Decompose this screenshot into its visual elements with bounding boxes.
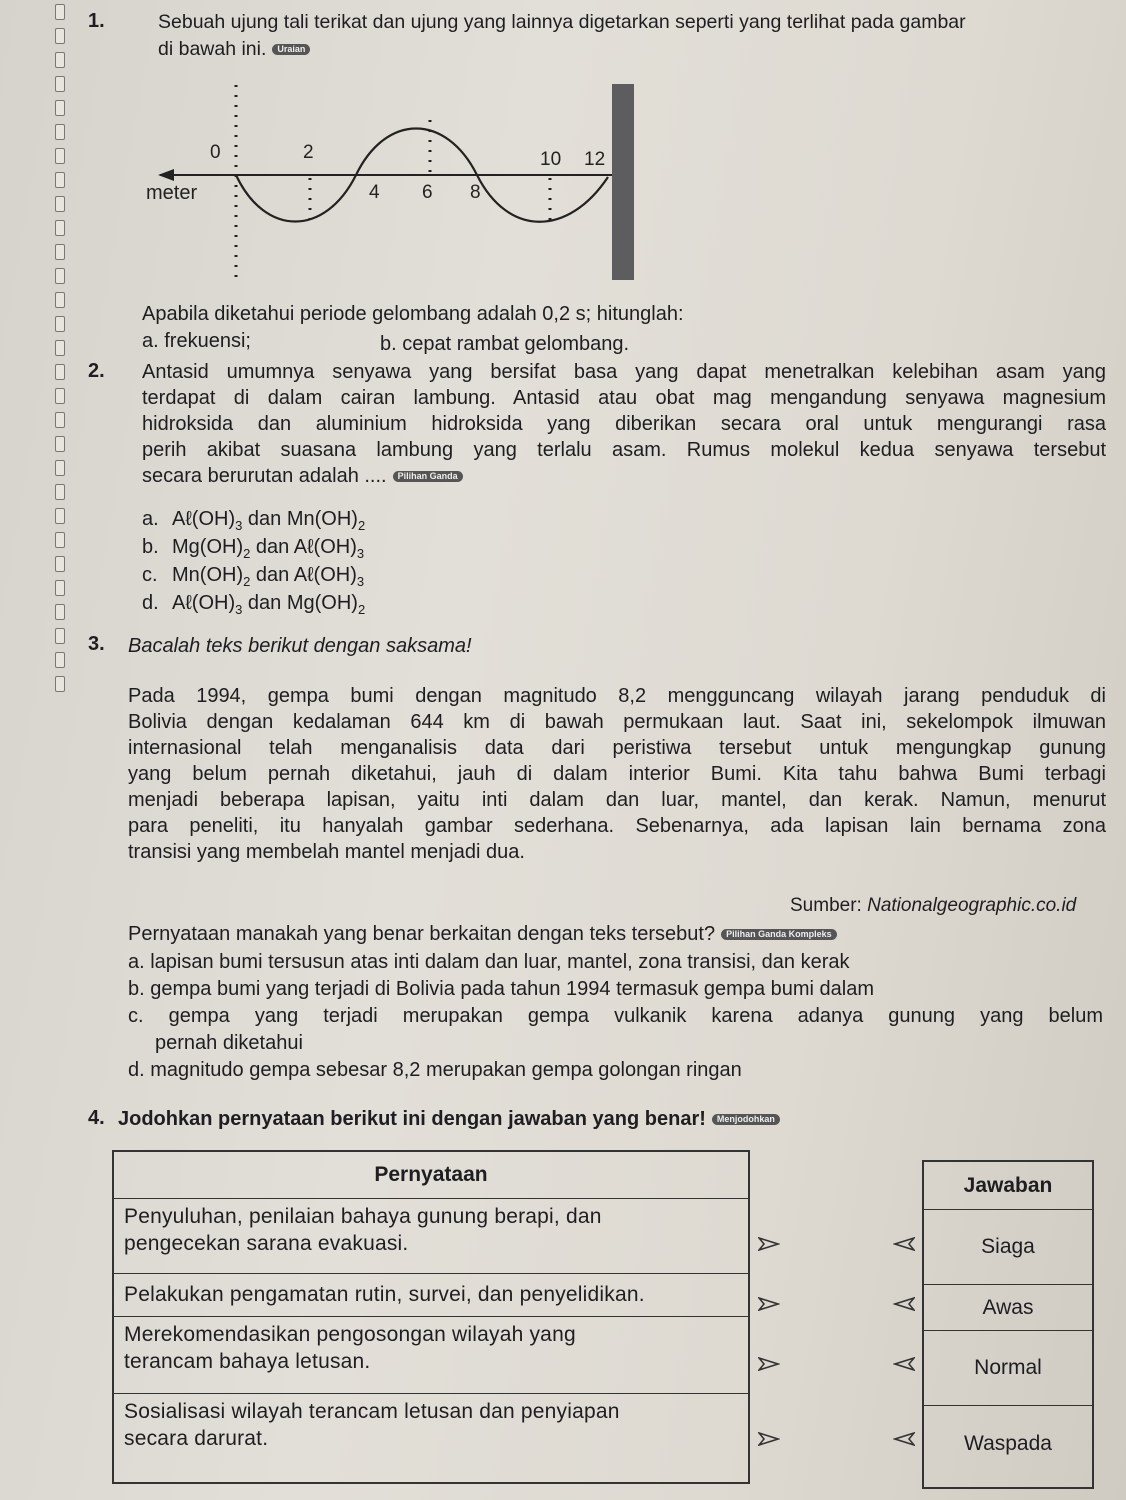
q1-text-line1: Sebuah ujung tali terikat dan ujung yang lainnya digetarkan seperti yang terlihat pada gambar [158,11,966,33]
q2-option-b-label: b. [142,536,159,558]
statement-row-1 [114,1199,748,1274]
q2-option-a-second: Mn(OH) [286,508,358,530]
binding-hole [55,292,65,308]
q1-option-a: a. frekuensi; [142,330,251,352]
statement-header: Pernyataan [114,1152,748,1199]
q2-option-b-first-sub: 2 [243,546,251,561]
q3-option-a: a. lapisan bumi tersusun atas inti dalam dan luar, mantel, zona transisi, dan kerak [128,951,850,973]
answer-3-arrow-icon[interactable] [893,1357,915,1371]
q2-option-a-label: a. [142,508,159,530]
label-0: 0 [210,142,221,163]
q2-line-2: terdapat di dalam cairan lambung. Antasid atau obat mag mengandung senyawa magnesium [142,387,1106,409]
q3-passage-5: menjadi beberapa lapisan, yaitu inti dalam dan luar, mantel, dan kerak. Namun, menurut [128,789,1106,811]
q4-instruction [118,1107,780,1133]
statement-table [112,1150,750,1484]
binding-hole [55,316,65,332]
answer-siaga[interactable]: Siaga [924,1210,1092,1285]
binding-hole [55,388,65,404]
q3-question [128,922,837,948]
q3-source-prefix: Sumber: [790,895,868,916]
q2-option-a[interactable] [142,508,365,533]
wall [612,84,634,280]
binding-hole [55,172,65,188]
binding-hole [55,412,65,428]
q1-option-b: b. cepat rambat gelombang. [380,333,630,355]
answer-1-arrow-icon[interactable] [893,1237,915,1251]
label-4: 4 [369,182,380,203]
q2-line-5 [142,464,463,490]
statement-3-line-2: terancam bahaya letusan. [124,1350,371,1373]
binding-hole [55,604,65,620]
q2-number: 2. [88,360,105,382]
q2-option-d-second-sub: 2 [357,602,366,617]
statement-4-line-1: Sosialisasi wilayah terancam letusan dan penyiapan [124,1400,620,1423]
answer-awas[interactable]: Awas [924,1285,1092,1331]
label-2: 2 [303,142,314,163]
binding-hole [55,580,65,596]
q2-option-b-second-sub: 3 [356,546,365,561]
statement-3-line-1: Merekomendasikan pengosongan wilayah yang [124,1323,576,1346]
q2-option-d-first-sub: 3 [235,602,243,617]
statement-2-line-1: Pelakukan pengamatan rutin, survei, dan penyelidikan. [124,1283,645,1306]
q2-option-b-mid: dan [250,536,294,558]
binding-hole [55,28,65,44]
q3-number: 3. [88,633,105,655]
q3-question-text: Pernyataan manakah yang benar berkaitan dengan teks tersebut? [128,923,716,945]
q1-line2-text: di bawah ini. [158,38,267,60]
answer-normal[interactable]: Normal [924,1331,1092,1406]
q3-source-name: Nationalgeographic.co.id [867,895,1077,916]
q2-option-b-second: Aℓ(OH) [293,536,357,558]
q1-prompt: Apabila diketahui periode gelombang adalah 0,2 s; hitunglah: [142,303,684,325]
q1-type-tag: Uraian [272,44,310,55]
q2-option-d-label: d. [142,592,159,614]
binding-hole [55,52,65,68]
statement-row-4 [114,1394,748,1468]
q2-option-c-mid: dan [250,564,294,586]
binding-hole [55,556,65,572]
statement-4-arrow-icon[interactable] [758,1432,780,1446]
binding-hole [55,532,65,548]
q3-instruction: Bacalah teks berikut dengan saksama! [128,635,472,657]
q3-option-c-cont: pernah diketahui [155,1032,303,1054]
q3-option-b: b. gempa bumi yang terjadi di Bolivia pada tahun 1994 termasuk gempa bumi dalam [128,978,874,1000]
binding-hole [55,652,65,668]
q2-option-a-second-sub: 2 [357,518,366,533]
binding-hole [55,268,65,284]
answer-4-arrow-icon[interactable] [893,1432,915,1446]
q2-option-d[interactable] [142,592,365,617]
q3-passage-3: internasional telah menganalisis data dari peristiwa tersebut untuk mengungkap gunung [128,737,1106,759]
binding-hole [55,220,65,236]
q2-option-c-second: Aℓ(OH) [293,564,357,586]
statement-row-2 [114,1274,748,1317]
binding-hole [55,484,65,500]
q3-option-c: c. gempa yang terjadi merupakan gempa vulkanik karena adanya gunung yang belum [128,1005,1103,1027]
axis-label-meter: meter [146,182,198,204]
q2-option-d-mid: dan [242,592,287,614]
q2-line-4: perih akibat suasana lambung yang terlalu asam. Rumus molekul kedua senyawa tersebut [142,439,1106,461]
q2-option-c-label: c. [142,564,158,586]
binding-hole [55,124,65,140]
label-6: 6 [422,182,433,203]
statement-2-arrow-icon[interactable] [758,1297,780,1311]
binding-hole [55,244,65,260]
q2-option-d-first: Aℓ(OH) [172,592,236,614]
binding-hole [55,76,65,92]
statement-3-arrow-icon[interactable] [758,1357,780,1371]
q3-passage-1: Pada 1994, gempa bumi dengan magnitudo 8,2 mengguncang wilayah jarang penduduk di [128,685,1106,707]
statement-row-3 [114,1317,748,1394]
binding-hole [55,340,65,356]
q1-text-line2 [158,37,310,63]
answer-2-arrow-icon[interactable] [893,1297,915,1311]
q3-passage-7: transisi yang membelah mantel menjadi dua. [128,841,525,863]
binding-hole [55,364,65,380]
answer-header: Jawaban [924,1162,1092,1210]
q2-line-1: Antasid umumnya senyawa yang bersifat basa yang dapat menetralkan kelebihan asam yang [142,361,1106,383]
q3-source [790,893,1076,919]
binding-hole [55,100,65,116]
statement-4-line-2: secara darurat. [124,1427,269,1450]
q4-type-tag: Menjodohkan [712,1114,780,1125]
q3-type-tag: Pilihan Ganda Kompleks [721,929,837,940]
q2-option-b-first: Mg(OH) [172,536,244,558]
binding-hole [55,508,65,524]
label-8: 8 [470,182,481,203]
q2-option-c[interactable] [142,564,364,589]
axis-arrowhead [158,169,174,181]
binding-hole [55,436,65,452]
statement-1-line-1: Penyuluhan, penilaian bahaya gunung berapi, dan [124,1205,602,1228]
q4-instruction-text: Jodohkan pernyataan berikut ini dengan jawaban yang benar! [118,1108,706,1130]
binding-hole [55,460,65,476]
q2-option-c-second-sub: 3 [356,574,365,589]
binding-hole [55,628,65,644]
statement-1-line-2: pengecekan sarana evakuasi. [124,1232,409,1255]
label-10: 10 [540,149,562,170]
q2-option-d-second: Mg(OH) [286,592,358,614]
binding-hole [55,676,65,692]
binding-hole [55,148,65,164]
q3-option-d: d. magnitudo gempa sebesar 8,2 merupakan gempa golongan ringan [128,1059,742,1081]
q2-option-a-mid: dan [242,508,287,530]
q2-option-c-first: Mn(OH) [172,564,244,586]
q1-number: 1. [88,10,105,32]
statement-1-arrow-icon[interactable] [758,1237,780,1251]
q2-type-tag: Pilihan Ganda [393,471,463,482]
q2-option-a-first-sub: 3 [235,518,243,533]
spiral-binding [0,0,70,1500]
answer-table [922,1160,1094,1489]
q2-option-c-first-sub: 2 [243,574,251,589]
wave-diagram [140,80,640,280]
q3-passage-4: yang belum pernah diketahui, jauh di dalam interior Bumi. Kita tahu bahwa Bumi terbagi [128,763,1106,785]
q3-passage-2: Bolivia dengan kedalaman 644 km di bawah permukaan laut. Saat ini, sekelompok ilmuwan [128,711,1106,733]
q2-line-3: hidroksida dan aluminium hidroksida yang diberikan secara oral untuk mengurangi rasa [142,413,1106,435]
binding-hole [55,196,65,212]
binding-hole [55,4,65,20]
label-12: 12 [584,149,606,170]
q2-option-b[interactable] [142,536,364,561]
q3-passage-6: para peneliti, itu hanyalah gambar sederhana. Sebenarnya, ada lapisan lain bernama zona [128,815,1106,837]
answer-waspada[interactable]: Waspada [964,1432,1052,1455]
q2-last-line: secara berurutan adalah .... [142,465,387,487]
q4-number: 4. [88,1107,105,1129]
q2-option-a-first: Aℓ(OH) [172,508,236,530]
